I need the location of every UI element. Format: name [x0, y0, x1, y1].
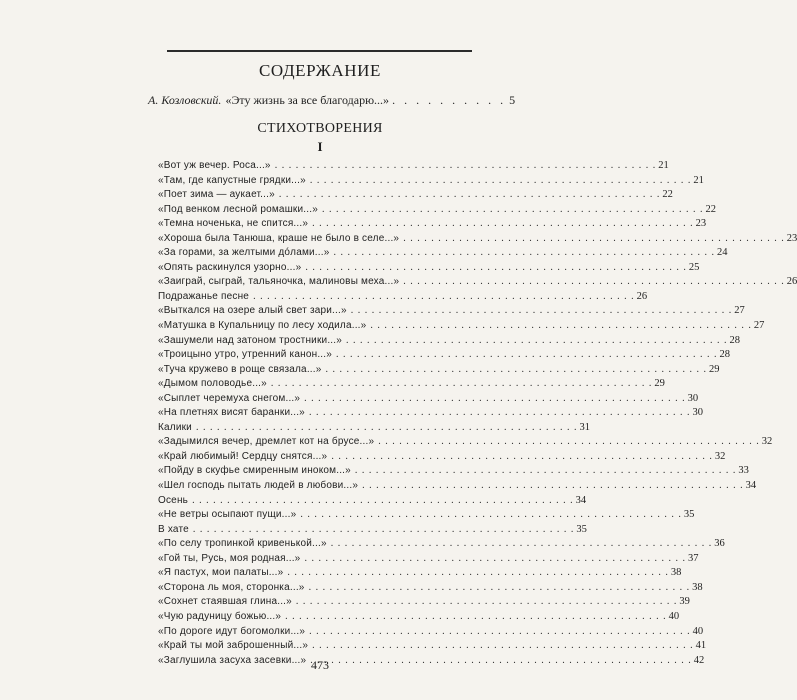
- toc-entry: [158, 203, 716, 218]
- dot-leader: [193, 523, 575, 538]
- toc-entry-title: «Матушка в Купальницу по лесу ходила...»: [158, 320, 367, 332]
- toc-entry: [158, 174, 704, 189]
- toc-entry: [158, 232, 797, 247]
- dot-leader: [309, 406, 691, 421]
- toc-entry-title: В хате: [158, 523, 189, 535]
- dot-leader: [271, 377, 653, 392]
- dot-leader: [275, 159, 657, 174]
- toc-entry: [158, 348, 731, 363]
- dot-leader: [346, 334, 728, 349]
- toc-entry-page: 39: [679, 596, 690, 608]
- toc-entry-title: «Темна ноченька, не спится...»: [158, 218, 309, 230]
- toc-entry-page: 32: [761, 436, 773, 448]
- toc-entry-page: 23: [786, 232, 797, 244]
- toc-entry: [158, 625, 704, 640]
- toc-entry-page: 41: [695, 640, 707, 652]
- toc-entry-title: «Поет зима — аукает...»: [158, 189, 275, 201]
- toc-entry-page: 37: [687, 552, 699, 564]
- page-folio: 473: [311, 658, 329, 672]
- toc-entry-title: «Там, где капустные грядки...»: [158, 174, 306, 186]
- toc-entry-page: 31: [579, 421, 590, 433]
- dot-leader: . . . . . . . . . .: [392, 93, 507, 107]
- toc-entry: [158, 290, 648, 305]
- toc-entry-title: «Хороша была Танюша, краше не было в селе...»: [158, 232, 400, 244]
- toc-entry-page: 27: [753, 320, 765, 332]
- dot-leader: [300, 508, 682, 523]
- toc-entry: [158, 523, 587, 538]
- toc-entry-title: «Чую радуницу божью...»: [158, 610, 282, 622]
- dot-leader: [351, 304, 733, 319]
- toc-entry: [158, 188, 673, 203]
- toc-entry-title: «Опять раскинулся узорно...»: [158, 261, 302, 273]
- toc-entry: [158, 537, 725, 552]
- dot-leader: [370, 319, 752, 334]
- toc-entry-title: «Сторона ль моя, сторонка...»: [158, 581, 305, 593]
- dot-leader: [336, 348, 718, 363]
- dot-leader: [309, 581, 691, 596]
- toc-entry-page: 22: [705, 203, 716, 215]
- intro-author: А. Козловский.: [148, 93, 222, 107]
- dot-leader: [331, 537, 713, 552]
- toc-entry: [158, 610, 680, 625]
- toc-entry-page: 40: [668, 610, 680, 622]
- toc-entry-title: Подражанье песне: [158, 290, 250, 302]
- toc-entry-title: Калики: [158, 421, 192, 433]
- dot-leader: [253, 290, 635, 305]
- toc-entry-page: 34: [575, 494, 587, 506]
- dot-leader: [310, 174, 692, 189]
- toc-entry: [158, 392, 699, 407]
- toc-entry-page: 24: [717, 247, 728, 259]
- dot-leader: [196, 421, 578, 436]
- toc-entry-page: 21: [658, 160, 669, 171]
- toc-entry-title: «На плетнях висят баранки...»: [158, 407, 305, 419]
- toc-entry: [158, 261, 700, 276]
- intro-title: «Эту жизнь за все благодарю...»: [225, 93, 390, 107]
- toc-entry: [158, 595, 690, 610]
- intro-entry: [148, 93, 516, 108]
- dot-leader: [192, 494, 574, 509]
- intro-page-number: 5: [509, 93, 516, 107]
- dot-leader: [309, 625, 691, 640]
- toc-entry-page: 29: [709, 363, 720, 375]
- toc-entry-page: 40: [692, 625, 704, 637]
- toc-entry-title: «Заиграй, сыграй, тальяночка, малиновы меха...»: [158, 276, 400, 288]
- toc-entry-page: 34: [745, 480, 757, 492]
- toc-list: [158, 159, 797, 668]
- dot-leader: [403, 275, 785, 290]
- toc-entry-title: «Не ветры осыпают пущи...»: [158, 509, 297, 521]
- toc-entry: [158, 435, 773, 450]
- dot-leader: [326, 363, 708, 378]
- toc-entry: [158, 363, 720, 378]
- toc-entry-title: «Выткался на озере алый свет зари...»: [158, 305, 347, 317]
- toc-entry-page: 22: [662, 189, 673, 201]
- toc-entry-title: «Вот уж вечер. Роса...»: [158, 160, 271, 171]
- toc-entry: [158, 159, 669, 174]
- section-heading: СТИХОТВОРЕНИЯ: [257, 121, 383, 136]
- toc-entry-page: 29: [654, 378, 665, 390]
- toc-entry: [158, 508, 695, 523]
- toc-entry: [158, 421, 590, 436]
- dot-leader: [378, 435, 760, 450]
- toc-entry-title: «Заглушила засуха засевки...»: [158, 654, 307, 666]
- toc-entry-title: «Троицыно утро, утренний канон...»: [158, 349, 333, 361]
- toc-entry-title: «Сохнет стаявшая глина...»: [158, 596, 292, 608]
- toc-entry: [158, 464, 749, 479]
- toc-entry: [158, 377, 665, 392]
- toc-entry: [158, 494, 587, 509]
- toc-entry-page: 30: [692, 407, 703, 419]
- dot-leader: [305, 261, 687, 276]
- toc-entry: [158, 406, 703, 421]
- toc-entry: [158, 566, 682, 581]
- toc-entry-page: 26: [636, 290, 648, 302]
- toc-entry: [158, 246, 728, 261]
- toc-entry: [158, 304, 745, 319]
- toc-entry-title: «Под венком лесной ромашки...»: [158, 203, 318, 215]
- dot-leader: [296, 595, 678, 610]
- toc-entry-title: «Шел господь пытать людей в любови...»: [158, 480, 359, 492]
- toc-entry: [158, 450, 726, 465]
- toc-entry-title: «Пойду в скуфье смиренным иноком...»: [158, 465, 351, 477]
- dot-leader: [304, 392, 686, 407]
- dot-leader: [331, 450, 713, 465]
- toc-entry-page: 21: [693, 174, 704, 186]
- dot-leader: [355, 464, 737, 479]
- dot-leader: [322, 203, 704, 218]
- toc-entry-page: 28: [729, 334, 741, 346]
- toc-entry-page: 26: [786, 276, 797, 288]
- toc-entry-page: 23: [695, 218, 707, 230]
- toc-entry-title: «За горами, за желтыми дóлами...»: [158, 247, 330, 259]
- toc-entry-page: 27: [734, 305, 745, 317]
- part-numeral: I: [317, 139, 323, 154]
- toc-entry-page: 30: [687, 392, 699, 404]
- toc-entry: [158, 479, 757, 494]
- toc-entry-title: «Сыплет черемуха снегом...»: [158, 392, 301, 404]
- toc-entry-title: «Туча кружево в роще связала...»: [158, 363, 322, 375]
- toc-entry: [158, 275, 797, 290]
- toc-entry-page: 32: [714, 450, 726, 462]
- toc-entry-title: «По селу тропинкой кривенькой...»: [158, 538, 327, 550]
- dot-leader: [287, 566, 669, 581]
- dot-leader: [403, 232, 785, 247]
- dot-leader: [285, 610, 667, 625]
- dot-leader: [362, 479, 744, 494]
- toc-entry-page: 38: [670, 567, 682, 579]
- toc-entry-title: Осень: [158, 494, 189, 506]
- dot-leader: [334, 246, 716, 261]
- toc-entry: [158, 581, 703, 596]
- toc-entry-title: «Задымился вечер, дремлет кот на брусе...»: [158, 436, 375, 448]
- toc-entry-title: «Край любимый! Сердцу снятся...»: [158, 450, 328, 462]
- toc-entry-page: 35: [683, 509, 695, 521]
- toc-entry-page: 33: [738, 465, 749, 477]
- toc-entry-page: 35: [576, 523, 587, 535]
- toc-entry-title: «Дымом половодье...»: [158, 378, 267, 390]
- dot-leader: [312, 639, 694, 654]
- toc-entry-title: «Я пастух, мои палаты...»: [158, 567, 284, 579]
- toc-entry-title: «Зашумели над затоном тростники...»: [158, 334, 343, 346]
- dot-leader: [279, 188, 661, 203]
- toc-entry-title: «Гой ты, Русь, моя родная...»: [158, 552, 301, 564]
- toc-entry-page: 38: [692, 581, 703, 593]
- toc-entry: [158, 639, 707, 654]
- header-rule: [167, 50, 472, 52]
- toc-entry: [158, 552, 699, 567]
- dot-leader: [304, 552, 686, 567]
- toc-entry: [158, 217, 707, 232]
- toc-entry-page: 36: [714, 538, 725, 550]
- dot-leader: [312, 217, 694, 232]
- toc-entry-page: 28: [719, 349, 731, 361]
- toc-entry: [158, 334, 741, 349]
- toc-entry-title: «Край ты мой заброшенный...»: [158, 640, 309, 652]
- toc-entry-title: «По дороге идут богомолки...»: [158, 625, 306, 637]
- toc-entry-page: 42: [693, 654, 705, 666]
- toc-entry-page: 25: [688, 261, 700, 273]
- toc-entry: [158, 319, 765, 334]
- page-title: СОДЕРЖАНИЕ: [258, 61, 382, 80]
